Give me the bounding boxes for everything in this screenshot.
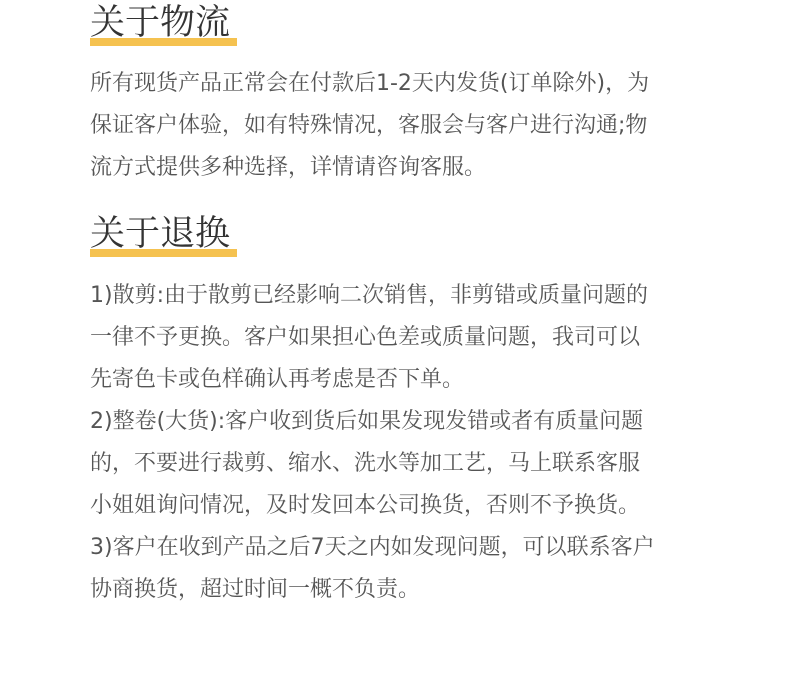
- logistics-line: 所有现货产品正常会在付款后1-2天内发货(订单除外)，为: [90, 71, 650, 96]
- returns-line: 小姐姐询问情况，及时发回本公司换货，否则不予换货。: [90, 493, 641, 518]
- returns-line: 1)散剪:由于散剪已经影响二次销售，非剪错或质量问题的: [90, 283, 648, 308]
- returns-line: 协商换货，超过时间一概不负责。: [90, 577, 421, 602]
- logistics-paragraph: [90, 63, 710, 189]
- returns-line: 2)整卷(大货):客户收到货后如果发现发错或者有质量问题: [90, 409, 644, 434]
- returns-line: 先寄色卡或色样确认再考虑是否下单。: [90, 367, 465, 392]
- logistics-heading: 关于物流: [90, 3, 231, 43]
- logistics-line: 保证客户体验，如有特殊情况，客服会与客户进行沟通;物: [90, 113, 648, 138]
- returns-line: 的，不要进行裁剪、缩水、洗水等加工艺，马上联系客服: [90, 451, 641, 476]
- returns-line: 3)客户在收到产品之后7天之内如发现问题，可以联系客户: [90, 535, 655, 560]
- returns-line: 一律不予更换。客户如果担心色差或质量问题，我司可以: [90, 325, 641, 350]
- returns-heading: 关于退换: [90, 214, 231, 254]
- logistics-line: 流方式提供多种选择，详情请咨询客服。: [90, 155, 487, 180]
- returns-paragraph: [90, 275, 710, 611]
